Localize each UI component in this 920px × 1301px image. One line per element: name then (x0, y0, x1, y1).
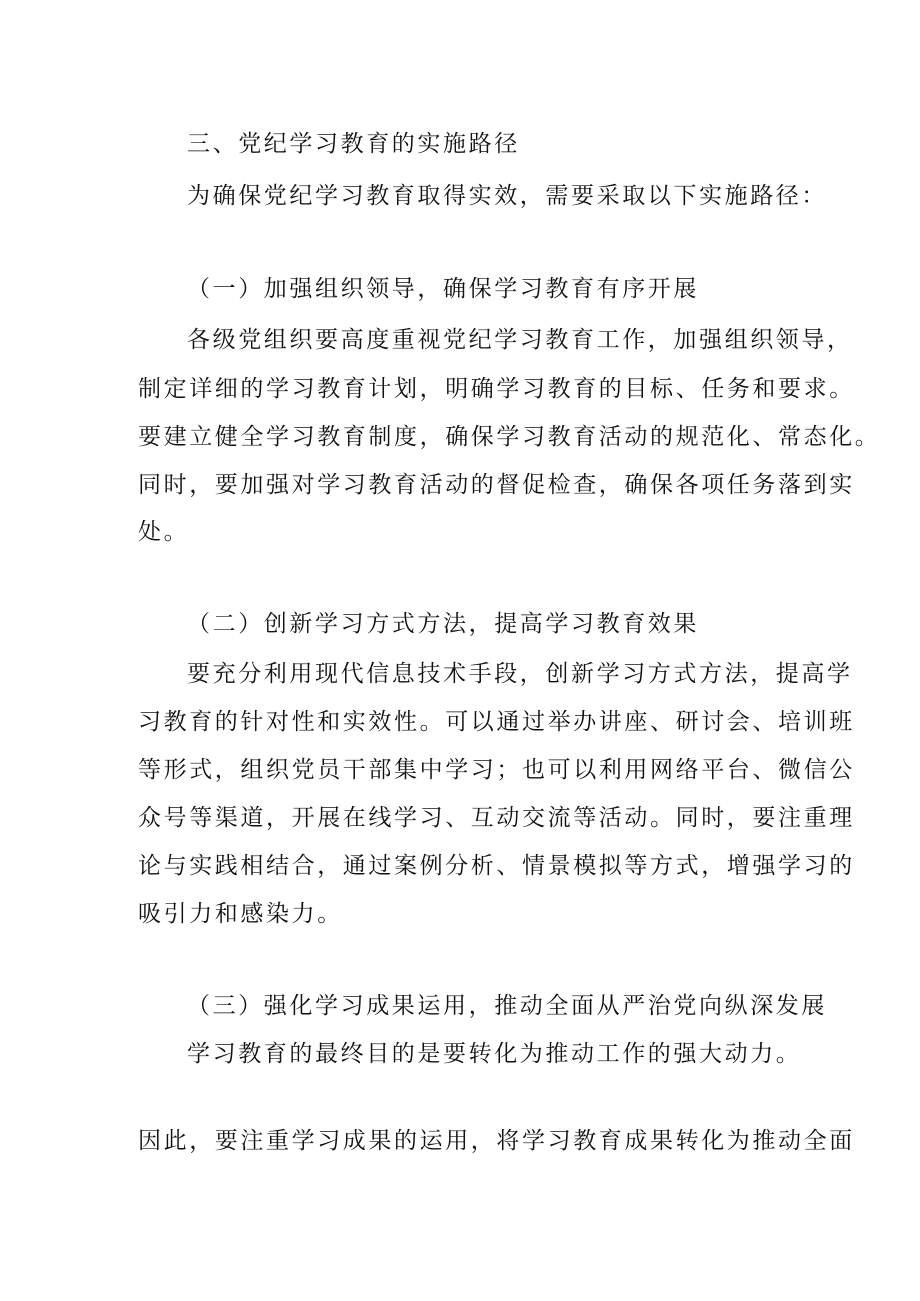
paragraph-2-line-5: 论与实践相结合，通过案例分析、情景模拟等方式，增强学习的 (138, 853, 855, 879)
paragraph-1-line-5: 处。 (138, 519, 190, 545)
paragraph-2-line-2: 习教育的针对性和实效性。可以通过举办讲座、研讨会、培训班 (138, 709, 855, 735)
paragraph-2-line-1: 要充分利用现代信息技术手段，创新学习方式方法，提高学 (187, 661, 853, 687)
paragraph-1-line-3: 要建立健全学习教育制度，确保学习教育活动的规范化、常态化。 (138, 424, 881, 450)
paragraph-3-line-2: 因此，要注重学习成果的运用，将学习教育成果转化为推动全面 (138, 1128, 855, 1154)
paragraph-3-line-1: 学习教育的最终目的是要转化为推动工作的强大动力。 (187, 1041, 802, 1067)
subheading-3: （三）强化学习成果运用，推动全面从严治党向纵深发展 (187, 993, 827, 1019)
paragraph-2-line-6: 吸引力和感染力。 (138, 901, 343, 927)
section-intro: 为确保党纪学习教育取得实效，需要采取以下实施路径： (187, 183, 827, 209)
subheading-2: （二）创新学习方式方法，提高学习教育效果 (187, 611, 699, 637)
subheading-1: （一）加强组织领导，确保学习教育有序开展 (187, 276, 699, 302)
section-heading: 三、党纪学习教育的实施路径 (187, 131, 520, 157)
paragraph-1-line-2: 制定详细的学习教育计划，明确学习教育的目标、任务和要求。 (138, 376, 855, 402)
paragraph-2-line-4: 众号等渠道，开展在线学习、互动交流等活动。同时，要注重理 (138, 805, 855, 831)
paragraph-1-line-1: 各级党组织要高度重视党纪学习教育工作，加强组织领导， (187, 327, 853, 353)
paragraph-2-line-3: 等形式，组织党员干部集中学习；也可以利用网络平台、微信公 (138, 757, 855, 783)
paragraph-1-line-4: 同时，要加强对学习教育活动的督促检查，确保各项任务落到实 (138, 472, 855, 498)
